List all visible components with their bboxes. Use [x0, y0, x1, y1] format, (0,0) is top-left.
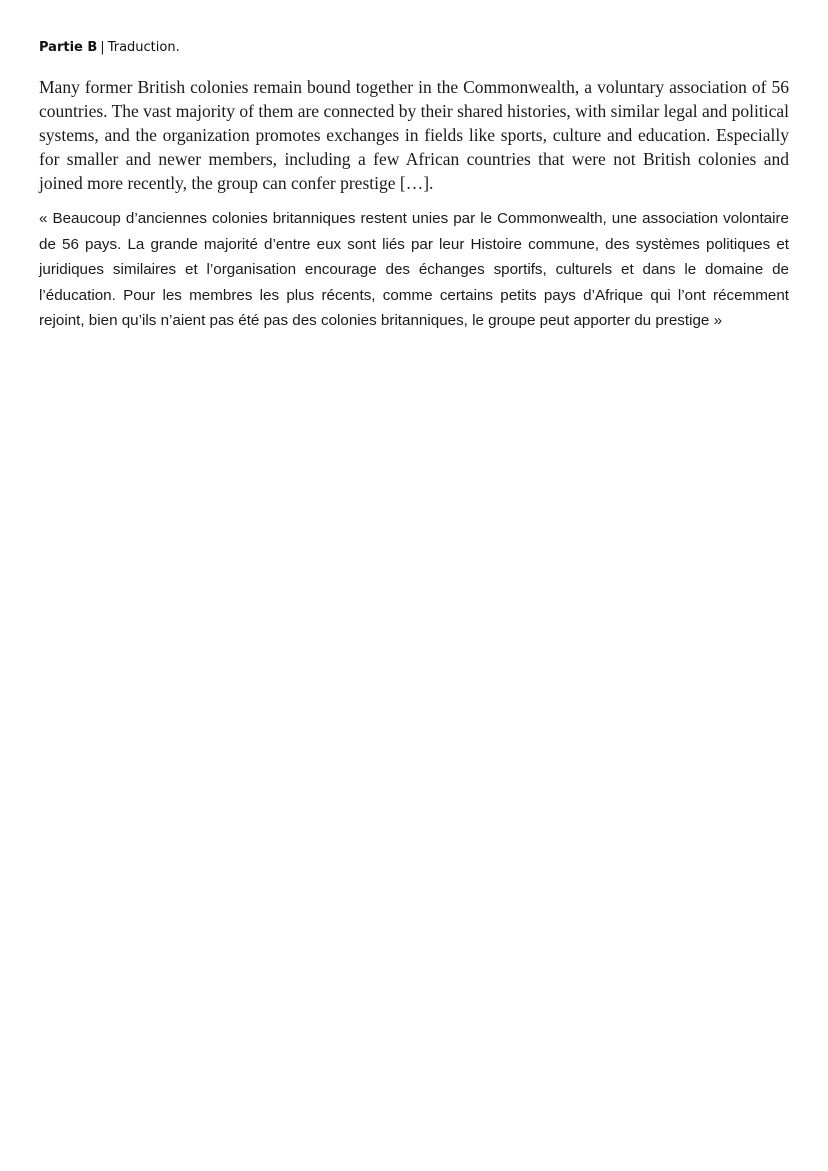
english-source-paragraph: Many former British colonies remain bound together in the Commonwealth, a voluntary association of 56 countries. The vast majority of them are connected by their shared histories, with similar legal and political systems, and the organization promotes exchanges in fields like sports, culture and education. Especially for smaller and newer members, including a few African countries that were not British colonies and joined more recently, the group can confer prestige […].	[39, 77, 790, 193]
section-heading	[39, 40, 180, 55]
heading-label: Traduction.	[107, 40, 180, 55]
heading-separator: |	[100, 40, 105, 55]
heading-part: Partie B	[39, 40, 98, 55]
french-translation-paragraph: « Beaucoup d’anciennes colonies britanniques restent unies par le Commonwealth, une association volontaire de 56 pays. La grande majorité d’entre eux sont liés par leur Histoire commune, des systèmes politiques et juridiques similaires et l’organisation encourage des échanges sportifs, culturels et dans le domaine de l’éducation. Pour les membres les plus récents, comme certains petits pays d’Afrique qui l’ont récemment rejoint, bien qu’ils n’aient pas été pas des colonies britanniques, le groupe peut apporter du prestige »	[39, 210, 789, 330]
